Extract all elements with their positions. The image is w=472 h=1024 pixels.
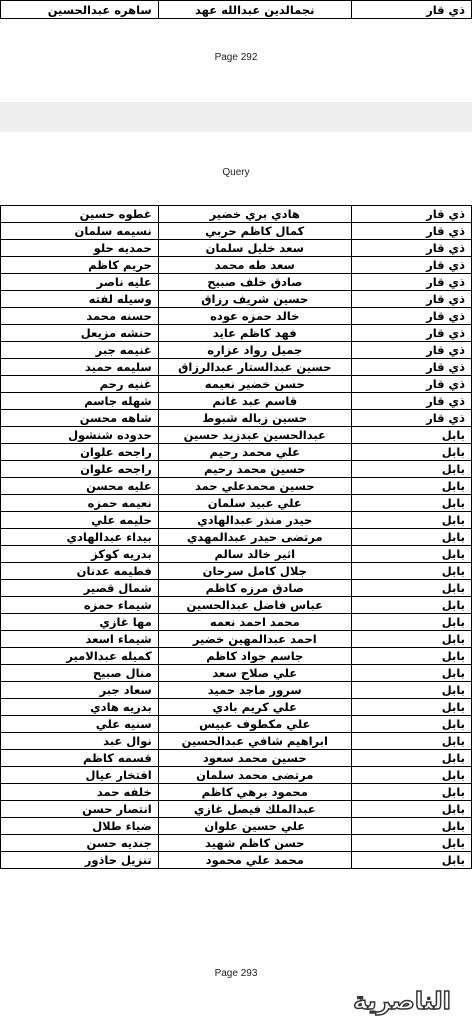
table-row xyxy=(1,291,472,308)
cell-mother-name: شهله جاسم xyxy=(1,393,159,410)
cell-mother-name: ساهره عبدالحسين xyxy=(1,1,159,19)
table-row xyxy=(1,767,472,784)
table-row xyxy=(1,750,472,767)
cell-name: علي حسين علوان xyxy=(158,818,351,835)
cell-mother-name: كميله عبدالامير xyxy=(1,648,159,665)
cell-name: صادق مرزه كاظم xyxy=(158,580,351,597)
cell-province: بابل xyxy=(351,495,471,512)
cell-name: حسين محمدعلي حمد xyxy=(158,478,351,495)
cell-province: بابل xyxy=(351,665,471,682)
cell-name: حسين زباله شبوط xyxy=(158,410,351,427)
cell-name: نجمالدين عبدالله عهد xyxy=(158,1,351,19)
cell-province: ذي قار xyxy=(351,410,471,427)
cell-name: علي كريم بادي xyxy=(158,699,351,716)
table-row xyxy=(1,274,472,291)
cell-province: بابل xyxy=(351,631,471,648)
cell-name: حسين محمد رحيم xyxy=(158,461,351,478)
cell-province: بابل xyxy=(351,750,471,767)
cell-mother-name: افتخار عيال xyxy=(1,767,159,784)
cell-province: ذي قار xyxy=(351,1,471,19)
cell-name: اثير خالد سالم xyxy=(158,546,351,563)
cell-mother-name: حريم كاظم xyxy=(1,257,159,274)
cell-province: بابل xyxy=(351,699,471,716)
table-row xyxy=(1,546,472,563)
table-row xyxy=(1,784,472,801)
page-293-section xyxy=(0,132,472,1024)
cell-province: بابل xyxy=(351,648,471,665)
cell-province: بابل xyxy=(351,614,471,631)
cell-mother-name: انتصار حسن xyxy=(1,801,159,818)
table-row xyxy=(1,257,472,274)
cell-province: بابل xyxy=(351,784,471,801)
cell-mother-name: راجحه علوان xyxy=(1,461,159,478)
cell-province: ذي قار xyxy=(351,359,471,376)
cell-name: علي صلاح سعد xyxy=(158,665,351,682)
cell-name: فهد كاظم عايد xyxy=(158,325,351,342)
table-row xyxy=(1,648,472,665)
cell-province: ذي قار xyxy=(351,274,471,291)
cell-province: بابل xyxy=(351,682,471,699)
cell-mother-name: راجحه علوان xyxy=(1,444,159,461)
cell-province: ذي قار xyxy=(351,257,471,274)
cell-name: حيدر منذر عبدالهادي xyxy=(158,512,351,529)
watermark-logo xyxy=(338,984,466,1018)
cell-name: جاسم جواد كاظم xyxy=(158,648,351,665)
table-row xyxy=(1,1,472,19)
table-row xyxy=(1,665,472,682)
cell-province: بابل xyxy=(351,478,471,495)
records-table-top xyxy=(0,0,472,19)
table-row xyxy=(1,580,472,597)
cell-mother-name: غطوه حسين xyxy=(1,206,159,223)
cell-name: سعد طه محمد xyxy=(158,257,351,274)
cell-province: ذي قار xyxy=(351,206,471,223)
cell-mother-name: تنزيل حاذور xyxy=(1,852,159,869)
cell-province: بابل xyxy=(351,835,471,852)
cell-name: جلال كامل سرحان xyxy=(158,563,351,580)
cell-name: محمد علي محمود xyxy=(158,852,351,869)
cell-province: بابل xyxy=(351,461,471,478)
cell-name: محمد احمد نعمه xyxy=(158,614,351,631)
cell-name: حسين محمد سعود xyxy=(158,750,351,767)
cell-province: بابل xyxy=(351,529,471,546)
table-row xyxy=(1,461,472,478)
cell-province: بابل xyxy=(351,767,471,784)
cell-name: علي عبيد سلمان xyxy=(158,495,351,512)
table-row xyxy=(1,427,472,444)
cell-name: جميل رواد عزاره xyxy=(158,342,351,359)
cell-province: بابل xyxy=(351,818,471,835)
cell-name: حسين عبدالستار عبدالرزاق xyxy=(158,359,351,376)
cell-mother-name: شيماء حمزه xyxy=(1,597,159,614)
cell-name: سرور ماجد حميد xyxy=(158,682,351,699)
table-row xyxy=(1,206,472,223)
page-number-label: Page 293 xyxy=(214,968,258,979)
cell-mother-name: غنيه رحم xyxy=(1,376,159,393)
table-row xyxy=(1,478,472,495)
table-row xyxy=(1,852,472,869)
cell-mother-name: سنيه علي xyxy=(1,716,159,733)
cell-mother-name: خلفه حمد xyxy=(1,784,159,801)
cell-province: بابل xyxy=(351,733,471,750)
cell-province: ذي قار xyxy=(351,325,471,342)
table-row xyxy=(1,835,472,852)
table-row xyxy=(1,342,472,359)
table-row xyxy=(1,716,472,733)
table-row xyxy=(1,682,472,699)
cell-mother-name: حسنه محمد xyxy=(1,308,159,325)
cell-mother-name: ضياء طلال xyxy=(1,818,159,835)
cell-name: ابراهيم شافي عبدالحسين xyxy=(158,733,351,750)
cell-name: علي مكطوف عبيس xyxy=(158,716,351,733)
cell-province: بابل xyxy=(351,427,471,444)
table-row xyxy=(1,818,472,835)
cell-province: بابل xyxy=(351,716,471,733)
table-row xyxy=(1,699,472,716)
cell-name: مرتضى محمد سلمان xyxy=(158,767,351,784)
page-separator xyxy=(0,102,472,132)
cell-province: ذي قار xyxy=(351,393,471,410)
cell-name: علي محمد رحيم xyxy=(158,444,351,461)
table-row xyxy=(1,325,472,342)
cell-province: ذي قار xyxy=(351,291,471,308)
cell-province: بابل xyxy=(351,512,471,529)
cell-mother-name: بدريه كوكز xyxy=(1,546,159,563)
table-row xyxy=(1,376,472,393)
table-row xyxy=(1,393,472,410)
cell-mother-name: جنديه حسن xyxy=(1,835,159,852)
cell-province: بابل xyxy=(351,852,471,869)
query-heading: Query xyxy=(222,167,250,178)
cell-mother-name: سليمه حميد xyxy=(1,359,159,376)
table-row xyxy=(1,631,472,648)
cell-mother-name: حليمه علي xyxy=(1,512,159,529)
cell-name: محمود برهي كاظم xyxy=(158,784,351,801)
cell-province: بابل xyxy=(351,563,471,580)
cell-province: بابل xyxy=(351,580,471,597)
cell-name: هادي بري خضير xyxy=(158,206,351,223)
table-row xyxy=(1,444,472,461)
cell-name: كمال كاظم حربي xyxy=(158,223,351,240)
table-row xyxy=(1,308,472,325)
table-row xyxy=(1,801,472,818)
cell-mother-name: حنشه مزيعل xyxy=(1,325,159,342)
cell-province: ذي قار xyxy=(351,376,471,393)
table-row xyxy=(1,614,472,631)
cell-province: ذي قار xyxy=(351,308,471,325)
cell-name: عباس فاضل عبدالحسين xyxy=(158,597,351,614)
cell-mother-name: قسمه كاظم xyxy=(1,750,159,767)
cell-name: عبدالملك فيصل غازي xyxy=(158,801,351,818)
cell-mother-name: نعيمه حمزه xyxy=(1,495,159,512)
table-row xyxy=(1,563,472,580)
table-row xyxy=(1,597,472,614)
table-row xyxy=(1,495,472,512)
cell-mother-name: عليه محسن xyxy=(1,478,159,495)
cell-mother-name: نسيمه سلمان xyxy=(1,223,159,240)
cell-name: مرتضى حيدر عبدالمهدي xyxy=(158,529,351,546)
cell-mother-name: سعاد جبر xyxy=(1,682,159,699)
cell-mother-name: منال صبيح xyxy=(1,665,159,682)
cell-province: بابل xyxy=(351,597,471,614)
cell-mother-name: حدوده شنشول xyxy=(1,427,159,444)
cell-mother-name: حمديه حلو xyxy=(1,240,159,257)
cell-mother-name: فطيمه عدنان xyxy=(1,563,159,580)
cell-mother-name: شيماء اسعد xyxy=(1,631,159,648)
cell-province: ذي قار xyxy=(351,240,471,257)
cell-province: بابل xyxy=(351,546,471,563)
cell-name: عبدالحسين عبدزيد حسين xyxy=(158,427,351,444)
cell-name: صادق خلف صبيح xyxy=(158,274,351,291)
table-row xyxy=(1,223,472,240)
cell-mother-name: شاهه محسن xyxy=(1,410,159,427)
cell-name: قاسم عبد غانم xyxy=(158,393,351,410)
cell-mother-name: وسيله لفته xyxy=(1,291,159,308)
cell-mother-name: نوال عبد xyxy=(1,733,159,750)
cell-name: خالد حمزه عوده xyxy=(158,308,351,325)
cell-mother-name: غنيمه جبر xyxy=(1,342,159,359)
cell-name: احمد عبدالمهين خضير xyxy=(158,631,351,648)
cell-mother-name: بيداء عبدالهادي xyxy=(1,529,159,546)
table-row xyxy=(1,240,472,257)
records-table xyxy=(0,205,472,869)
cell-province: بابل xyxy=(351,801,471,818)
table-row xyxy=(1,359,472,376)
cell-mother-name: شمال قصير xyxy=(1,580,159,597)
cell-mother-name: مها غازي xyxy=(1,614,159,631)
cell-name: حسن خضير نعيمه xyxy=(158,376,351,393)
cell-mother-name: بدريه هادي xyxy=(1,699,159,716)
cell-province: ذي قار xyxy=(351,223,471,240)
cell-mother-name: عليه ناصر xyxy=(1,274,159,291)
cell-province: بابل xyxy=(351,444,471,461)
page-number-label: Page 292 xyxy=(214,52,258,63)
cell-name: سعد خليل سلمان xyxy=(158,240,351,257)
watermark-logo-text: الناصرية xyxy=(353,987,451,1015)
page-292-section xyxy=(0,0,472,102)
cell-name: حسن كاظم شهيد xyxy=(158,835,351,852)
table-row xyxy=(1,733,472,750)
table-row xyxy=(1,512,472,529)
cell-name: حسين شريف رزاق xyxy=(158,291,351,308)
table-row xyxy=(1,410,472,427)
cell-province: ذي قار xyxy=(351,342,471,359)
table-row xyxy=(1,529,472,546)
